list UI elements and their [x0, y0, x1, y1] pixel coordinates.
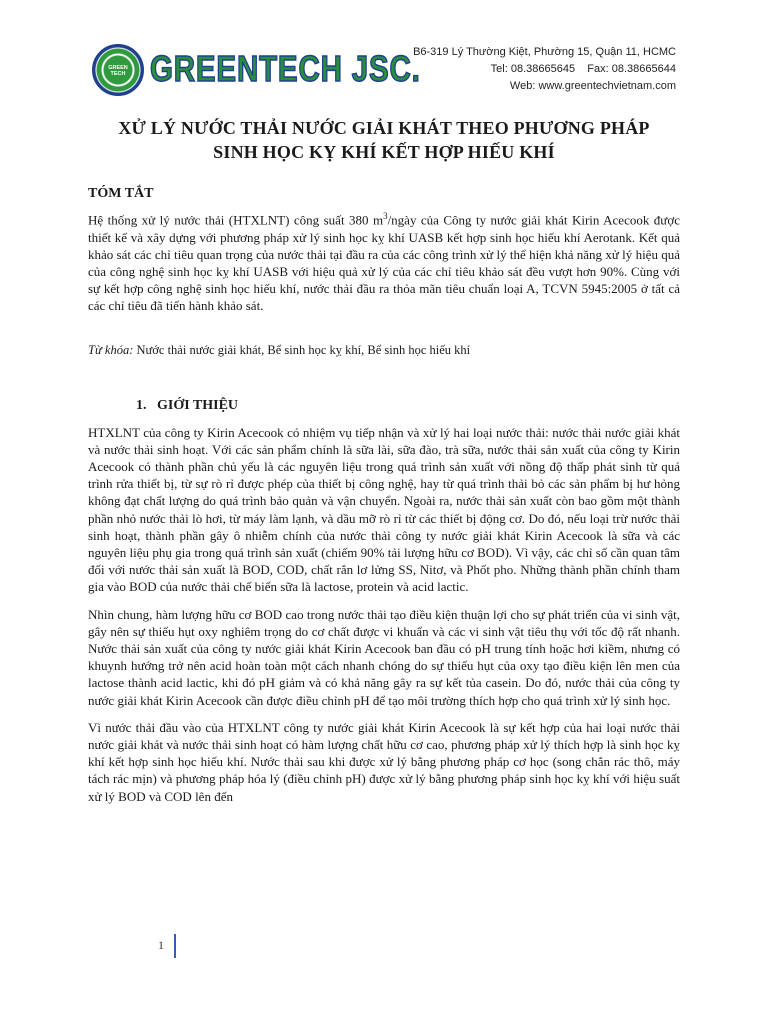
title-line-2: SINH HỌC KỴ KHÍ KẾT HỢP HIẾU KHÍ: [213, 142, 555, 162]
section-1-paragraph-1: HTXLNT của công ty Kirin Acecook có nhiệm vụ tiếp nhận và xử lý hai loại nước thải: nước thải nước giải khát và nước thải sinh hoạt. Với các sản phẩm chính là sữa lài, sữa đào, trà sữa, nước thải sản xuất của công ty Kirin Acecook có thành phần chủ yếu là các nguyên liệu trong quá trình sản xuất với nồng độ thấp phát sinh từ quá trình rửa thiết bị, từ sự rò rỉ được phép của thiết bị công nghệ, hay từ quá trình thải bỏ các sản phẩm bị hư hỏng không đạt chất lượng do quá trình bảo quản và vận chuyển. Ngoài ra, nước thải sản xuất còn bao gồm một thành phần nhỏ nước thải lò hơi, từ máy làm lạnh, và dầu mỡ rò rỉ từ các thiết bị động cơ. Do đó, nếu loại trừ nước thải sinh hoạt, thành phần gây ô nhiễm chính của nước thải công ty nước giải khát Kirin Acecook là sữa và các nguyên liệu phụ gia trong quá trình sản xuất (chiếm 90% tải lượng hữu cơ BOD). Vì vậy, các chỉ số cần quan tâm đối với nước thải sản xuất là BOD, COD, chất rắn lơ lửng SS, Nitơ, và Phốt pho. Những thành phần chính tham gia vào BOD của nước thải chế biến sữa là lactose, protein và acid lactic.: [88, 424, 680, 595]
company-logo: [92, 40, 421, 96]
summary-text-part-1: Hệ thống xử lý nước thải (HTXLNT) công suất 380 m: [88, 212, 384, 228]
letterhead: [0, 0, 768, 100]
contact-block: [413, 44, 676, 95]
company-phone-fax: Tel: 08.38665645 Fax: 08.38665644: [490, 63, 676, 75]
document-body: [88, 116, 680, 805]
cubic-superscript: 3: [383, 211, 388, 221]
summary-text-part-2: /ngày của Công ty nước giải khát Kirin Acecook được thiết kế và xây dựng với phương pháp xử lý sinh học kỵ khí UASB kết hợp sinh học hiếu khí Aerotank. Kết quả khảo sát các chỉ tiêu quan trọng của nước thải tại đầu ra của các công trình xử lý thể hiện khả năng xử lý hiệu quả của công nghệ sinh học kỵ khí UASB với hiệu quả xử lý của các chỉ tiêu khảo sát đều vượt hơn 90%. Cùng với sự kết hợp công nghệ sinh học hiếu khí, nước thải đầu ra thỏa mãn tiêu chuẩn loại A, TCVN 5945:2005 ở tất cả các chỉ tiêu đã tiến hành khảo sát.: [88, 212, 680, 314]
document-title: [88, 116, 680, 164]
title-line-1: XỬ LÝ NƯỚC THẢI NƯỚC GIẢI KHÁT THEO PHƯƠNG PHÁP: [118, 118, 650, 138]
page-number-divider: [174, 934, 176, 958]
logo-badge-text: GREEN TECH: [108, 65, 128, 77]
keywords-label: Từ khóa:: [88, 342, 134, 357]
section-1-paragraph-2: Nhìn chung, hàm lượng hữu cơ BOD cao trong nước thải tạo điều kiện thuận lợi cho sự phát triển của vi sinh vật, gây nên sự thiếu hụt oxy nghiêm trọng do cơ chất được vi khuẩn và các vi sinh vật tiêu thụ với tốc độ rất nhanh. Nước thải sản xuất của công ty nước giải khát Kirin Acecook ban đầu có pH trung tính hoặc hơi kiềm, nhưng có khuynh hướng trở nên acid hoàn toàn một cách nhanh chóng do sự thiếu hụt của oxy tạo điều kiện lên men của lactose thành acid lactic, khi đó pH giảm và có khả năng gây ra sự kết tủa casein. Do đó, nước thải của công ty nước giải khát Kirin Acecook cần được điều chỉnh pH để tạo môi trường thích hợp cho quá trình xử lý sinh học.: [88, 606, 680, 708]
company-address: B6-319 Lý Thường Kiệt, Phường 15, Quận 11, HCMC: [413, 46, 676, 58]
summary-paragraph: [88, 208, 680, 315]
brand-name: GREENTECH JSC.: [150, 48, 421, 89]
page-number: 1: [158, 938, 164, 952]
section-1-paragraph-3: Vì nước thải đầu vào của HTXLNT công ty nước giải khát Kirin Acecook là sự kết hợp của hai loại nước thải nước giải khát và nước thải sinh hoạt có hàm lượng chất hữu cơ cao, phương pháp xử lý thích hợp là sinh học kỵ khí kết hợp sinh học hiếu khí. Nước thải sau khi được xử lý bằng phương pháp cơ học (song chắn rác thô, máy tách rác mịn) và phương pháp hóa lý (điều chỉnh pH) được xử lý bằng phương pháp sinh học kỵ khí với hiệu suất xử lý BOD và COD lên đến: [88, 719, 680, 804]
section-1-heading: 1. GIỚI THIỆU: [136, 397, 239, 413]
summary-heading: TÓM TẮT: [88, 186, 154, 201]
company-website: Web: www.greentechvietnam.com: [509, 80, 676, 92]
keywords-line: [88, 343, 680, 358]
globe-logo-icon: [92, 44, 144, 96]
keywords-text: Nước thải nước giải khát, Bể sinh học kỵ khí, Bể sinh học hiếu khí: [133, 342, 471, 357]
